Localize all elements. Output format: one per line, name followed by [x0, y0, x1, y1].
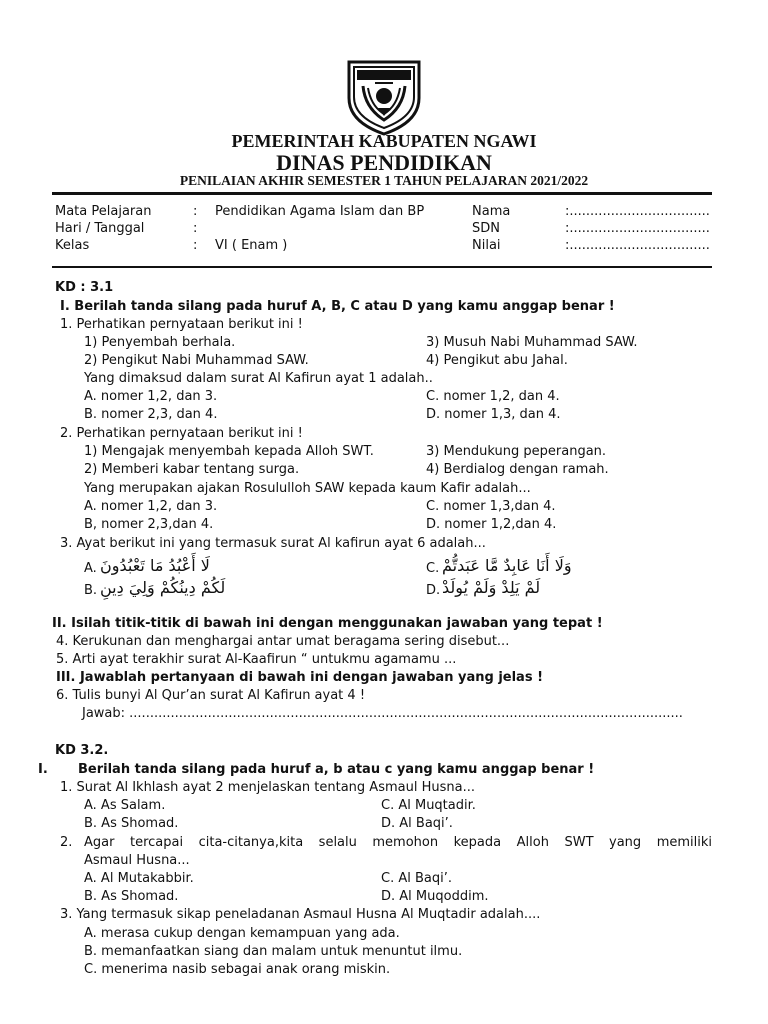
- score-field: :..................................: [565, 238, 710, 253]
- school-field: :..................................: [565, 221, 710, 236]
- q2-statement-3: 3) Mendukung peperangan.: [426, 444, 607, 459]
- kd32-q1-option-d: D. Al Baqi’.: [381, 816, 453, 831]
- header-exam-title: PENILAIAN AKHIR SEMESTER 1 TAHUN PELAJARAN 2021/2022: [179, 173, 589, 188]
- kd32-q3-option-c: C. menerima nasib sebagai anak orang miskin.: [84, 962, 391, 977]
- regional-emblem-icon: [345, 56, 423, 136]
- q3-stem: 3. Ayat berikut ini yang termasuk surat Al kafirun ayat 6 adalah...: [60, 536, 486, 551]
- q6-answer-line: Jawab: ......................................................................................................................................: [82, 706, 683, 721]
- q2-statement-2: 2) Memberi kabar tentang surga.: [84, 462, 300, 477]
- q6: 6. Tulis bunyi Al Qur’an surat Al Kafirun ayat 4 !: [56, 688, 366, 703]
- q1-statement-4: 4) Pengikut abu Jahal.: [426, 353, 568, 368]
- q1-statement-3: 3) Musuh Nabi Muhammad SAW.: [426, 335, 638, 350]
- q1-stem: 1. Perhatikan pernyataan berikut ini !: [60, 317, 303, 332]
- info-rule: [52, 266, 712, 268]
- kd32-q1-option-a: A. As Salam.: [84, 798, 166, 813]
- kd32-q1-option-c: C. Al Muqtadir.: [381, 798, 476, 813]
- kd32-q3-stem: 3. Yang termasuk sikap peneladanan Asmaul Husna Al Muqtadir adalah....: [60, 907, 541, 922]
- q2-stem: 2. Perhatikan pernyataan berikut ini !: [60, 426, 303, 441]
- kd32-q2-option-d: D. Al Muqoddim.: [381, 889, 489, 904]
- q4: 4. Kerukunan dan menghargai antar umat beragama sering disebut...: [56, 634, 510, 649]
- subject-colon: :: [193, 204, 198, 219]
- kd31-section-2: II. Isilah titik-titik di bawah ini dengan menggunakan jawaban yang tepat !: [52, 616, 603, 631]
- header-rule: [52, 192, 712, 195]
- q3-option-b-arabic: لَكُمْ دِينُكُمْ وَلِيَ دِينِ: [100, 578, 226, 597]
- q3-option-a-label: A.: [84, 561, 97, 576]
- q3-option-d-label: D.: [426, 583, 441, 598]
- class-colon: :: [193, 238, 198, 253]
- kd32-q2-option-b: B. As Shomad.: [84, 889, 179, 904]
- date-label: Hari / Tanggal: [55, 221, 145, 236]
- kd32-q2-option-a: A. Al Mutakabbir.: [84, 871, 194, 886]
- q3-option-c-label: C.: [426, 561, 440, 576]
- kd32-q2-option-c: C. Al Baqi’.: [381, 871, 452, 886]
- kd32-q2-number: 2.: [60, 835, 73, 850]
- school-label: SDN: [472, 221, 500, 236]
- q2-option-d: D. nomer 1,2,dan 4.: [426, 517, 557, 532]
- q2-question: Yang merupakan ajakan Rosululloh SAW kepada kaum Kafir adalah...: [84, 481, 531, 496]
- q3-option-a-arabic: لَا أَعْبُدُ مَا تَعْبُدُونَ: [100, 556, 210, 575]
- kd31-section-1: I. Berilah tanda silang pada huruf A, B, C atau D yang kamu anggap benar !: [60, 299, 615, 314]
- q1-option-d: D. nomer 1,3, dan 4.: [426, 407, 561, 422]
- kd31-title: KD : 3.1: [55, 280, 114, 295]
- kd31-section-3: III. Jawablah pertanyaan di bawah ini dengan jawaban yang jelas !: [56, 670, 544, 685]
- header-department: DINAS PENDIDIKAN: [276, 150, 492, 175]
- header-government: PEMERINTAH KABUPATEN NGAWI: [231, 131, 537, 151]
- kd32-section-1: Berilah tanda silang pada huruf a, b atau c yang kamu anggap benar !: [78, 762, 595, 777]
- q5: 5. Arti ayat terakhir surat Al-Kaafirun “ untukmu agamamu ...: [56, 652, 457, 667]
- q2-statement-1: 1) Mengajak menyembah kepada Alloh SWT.: [84, 444, 374, 459]
- kd32-section-1-number: I.: [38, 762, 48, 777]
- q2-option-c: C. nomer 1,3,dan 4.: [426, 499, 556, 514]
- q1-statement-2: 2) Pengikut Nabi Muhammad SAW.: [84, 353, 309, 368]
- q2-option-a: A. nomer 1,2, dan 3.: [84, 499, 218, 514]
- subject-value: Pendidikan Agama Islam dan BP: [215, 204, 425, 219]
- class-value: VI ( Enam ): [215, 238, 288, 253]
- q1-statement-1: 1) Penyembah berhala.: [84, 335, 236, 350]
- name-field: :..................................: [565, 204, 710, 219]
- name-label: Nama: [472, 204, 511, 219]
- kd32-q3-option-b: B. memanfaatkan siang dan malam untuk menuntut ilmu.: [84, 944, 463, 959]
- q3-option-d-arabic: لَمْ يَلِدْ وَلَمْ يُولَدْ: [442, 578, 541, 597]
- score-label: Nilai: [472, 238, 501, 253]
- date-colon: :: [193, 221, 198, 236]
- q1-question: Yang dimaksud dalam surat Al Kafirun ayat 1 adalah..: [84, 371, 433, 386]
- kd32-title: KD 3.2.: [55, 743, 109, 758]
- q1-option-c: C. nomer 1,2, dan 4.: [426, 389, 560, 404]
- q1-option-b: B. nomer 2,3, dan 4.: [84, 407, 218, 422]
- kd32-q3-option-a: A. merasa cukup dengan kemampuan yang ada.: [84, 926, 400, 941]
- q1-option-a: A. nomer 1,2, dan 3.: [84, 389, 218, 404]
- q2-option-b: B, nomer 2,3,dan 4.: [84, 517, 214, 532]
- kd32-q2-stem: Agar tercapai cita-citanya,kita selalu memohon kepada Alloh SWT yang memiliki: [84, 835, 712, 850]
- kd32-q2-stem-cont: Asmaul Husna...: [84, 853, 190, 868]
- kd32-q1-stem: 1. Surat Al Ikhlash ayat 2 menjelaskan tentang Asmaul Husna...: [60, 780, 475, 795]
- kd32-q1-option-b: B. As Shomad.: [84, 816, 179, 831]
- q2-statement-4: 4) Berdialog dengan ramah.: [426, 462, 609, 477]
- q3-option-b-label: B.: [84, 583, 98, 598]
- q3-option-c-arabic: وَلَا أَنَا عَابِدٌ مَّا عَبَدتُّمْ: [442, 556, 572, 575]
- class-label: Kelas: [55, 238, 90, 253]
- subject-label: Mata Pelajaran: [55, 204, 152, 219]
